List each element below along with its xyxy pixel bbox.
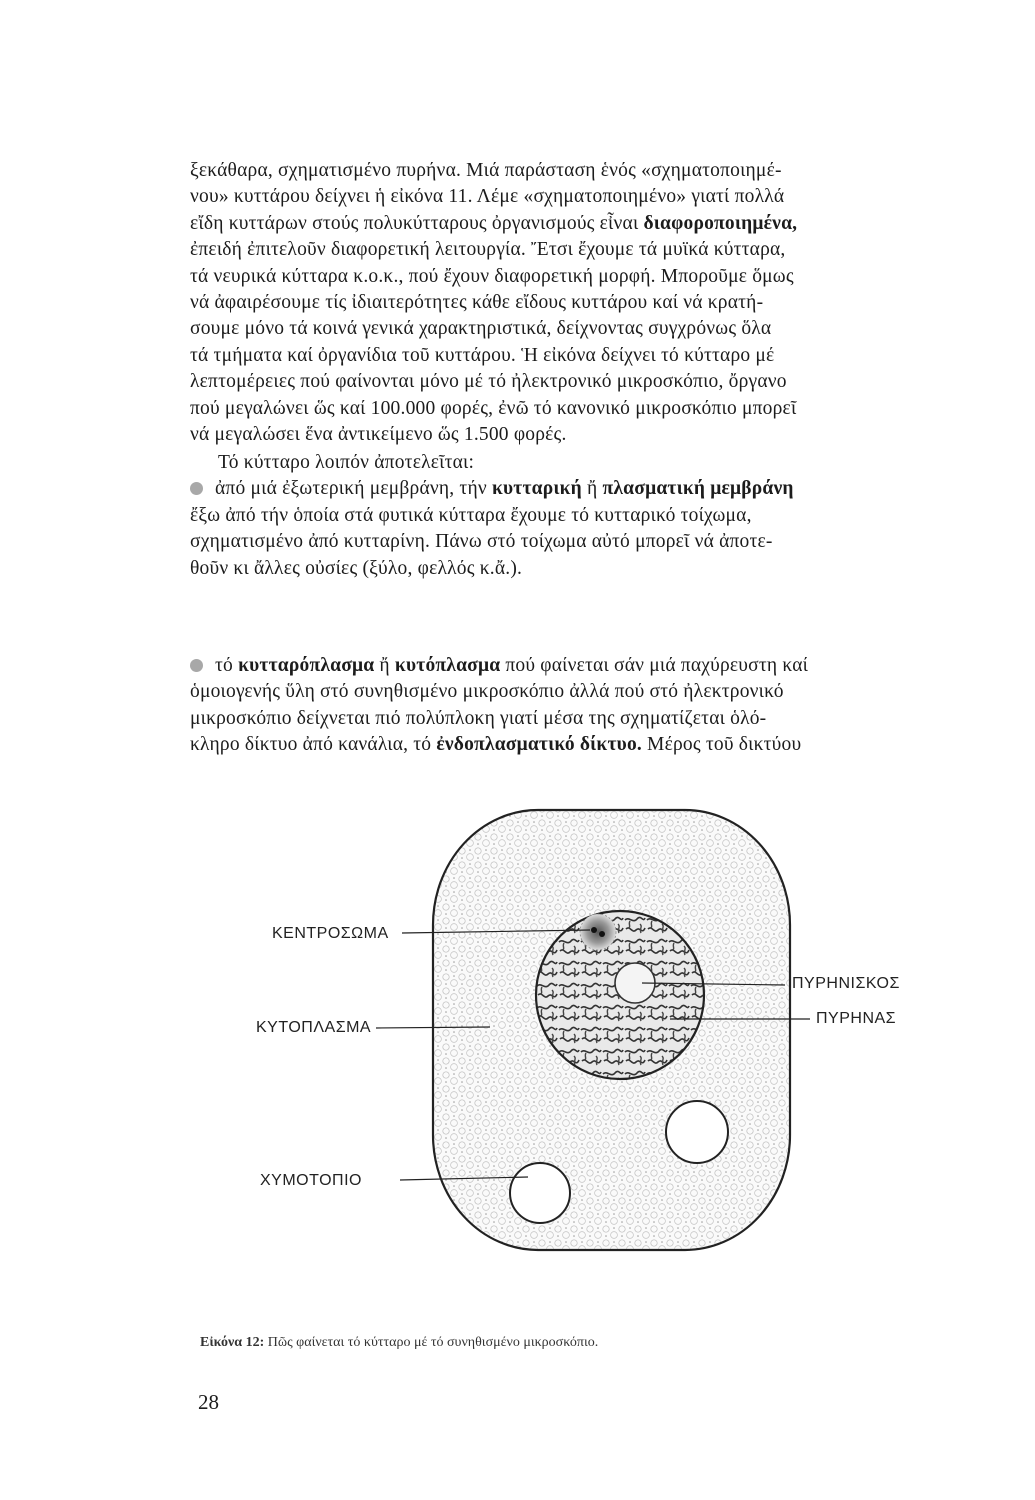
vacuole-lower [510,1163,570,1223]
bold-term-cell: κυτταρική [491,478,582,500]
centrosome [580,914,616,950]
text-line: νά ἀφαιρέσουμε τίς ἰδιαιτερότητες κάθε εἴδους κυττάρου καί νά κρατή- [190,292,764,314]
paragraph-intro [190,158,962,448]
bold-term-cytoplasm-alt: κυτόπλασμα [394,655,501,676]
paragraph-list [190,450,962,582]
text-line: μικροσκόπιο δείχνεται πιό πολύπλοκη γιατί μέσα της σχηματίζεται ὁλό- [190,707,767,729]
label-nucleolus: ΠΥΡΗΝΙΣΚΟΣ [792,975,900,992]
figure-caption [200,1335,598,1351]
text-line: σχηματισμένο ἀπό κυτταρίνη. Πάνω στό τοίχωμα αὐτό μπορεῖ νά ἀποτε- [190,531,773,553]
text-line: ὁμοιογενής ὕλη στό συνηθισμένο μικροσκόπιο ἀλλά πού στό ἠλεκτρονικό [190,681,784,703]
text-line: νου» κυττάρου δείχνει ἡ εἰκόνα 11. Λέμε «σχηματοποιημένο» γιατί πολλά [190,186,785,208]
text-line: σουμε μόνο τά κοινά γενικά χαρακτηριστικά, δείχνοντας συγχρόνως ὅλα [190,318,772,340]
bold-term-plasma-membrane: πλασματική μεμβράνη [602,478,794,500]
bullet-line: τό κυτταρόπλασμα ἤ κυτόπλασμα πού φαίνεται σάν μιά παχύρευστη καί [190,653,962,679]
bold-term-differentiated: διαφοροποιημένα, [643,212,798,234]
text-line: θοῦν κι ἄλλες οὐσίες (ξύλο, φελλός κ.ἄ.). [190,557,523,579]
text-line: νά μεγαλώσει ἕνα ἀντικείμενο ὥς 1.500 φορές. [190,424,567,446]
text-line: πού μεγαλώνει ὥς καί 100.000 φορές, ἐνῶ τό κανονικό μικροσκόπιο μπορεῖ [190,397,797,419]
bullet-icon [190,659,203,672]
text-line: ἐπειδή ἐπιτελοῦν διαφορετική λειτουργία. Ἔτσι ἔχουμε τά μυϊκά κύτταρα, [190,239,786,261]
label-centrosome: ΚΕΝΤΡΟΣΩΜΑ [272,925,389,942]
text-line: εἴδη κυττάρων στούς πολυκύτταρους ὀργανισμούς εἶναι διαφοροποιημένα, [190,212,798,234]
text-line: τά νευρικά κύτταρα κ.ο.κ., πού ἔχουν διαφορετική μορφή. Μποροῦμε ὅμως [190,265,794,287]
intro-line: Τό κύτταρο λοιπόν ἀποτελεῖται: [218,452,475,473]
bold-term-cytoplasm: κυτταρόπλασμα [238,655,375,676]
text-line: ἔξω ἀπό τήν ὁποία στά φυτικά κύτταρα ἔχουμε τό κυτταρικό τοίχωμα, [190,504,752,526]
vacuole-upper [666,1101,728,1163]
paragraph-cytoplasm [190,653,962,759]
bullet-line: ἀπό μιά ἐξωτερική μεμβράνη, τήν κυτταρική ἤ πλασματική μεμβράνη [190,476,962,502]
caption-label: Εἰκόνα 12: [200,1335,265,1350]
page-number: 28 [198,1390,219,1414]
caption-text: Πῶς φαίνεται τό κύτταρο μέ τό συνηθισμένο μικροσκόπιο. [264,1335,599,1350]
label-vacuole: ΧΥΜΟΤΟΠΙΟ [260,1172,362,1189]
text-line: τά τμήματα καί ὀργανίδια τοῦ κυττάρου. Ἡ εἰκόνα δείχνει τό κύτταρο μέ [190,344,775,366]
text-line: λεπτομέρειες πού φαίνονται μόνο μέ τό ἠλεκτρονικό μικροσκόπιο, ὄργανο [190,371,787,393]
text-line: ξεκάθαρα, σχηματισμένο πυρήνα. Μιά παράσταση ἑνός «σχηματοποιημέ- [190,160,782,181]
cell-figure [250,805,970,1255]
bullet-icon [190,482,203,495]
text-line: κληρο δίκτυο ἀπό κανάλια, τό ἐνδοπλασματικό δίκτυο. Μέρος τοῦ δικτύου [190,734,802,756]
label-cytoplasm: ΚΥΤΟΠΛΑΣΜΑ [256,1019,372,1036]
bold-term-er: ἐνδοπλασματικό δίκτυο. [436,734,642,756]
label-nucleus: ΠΥΡΗΝΑΣ [816,1010,897,1027]
